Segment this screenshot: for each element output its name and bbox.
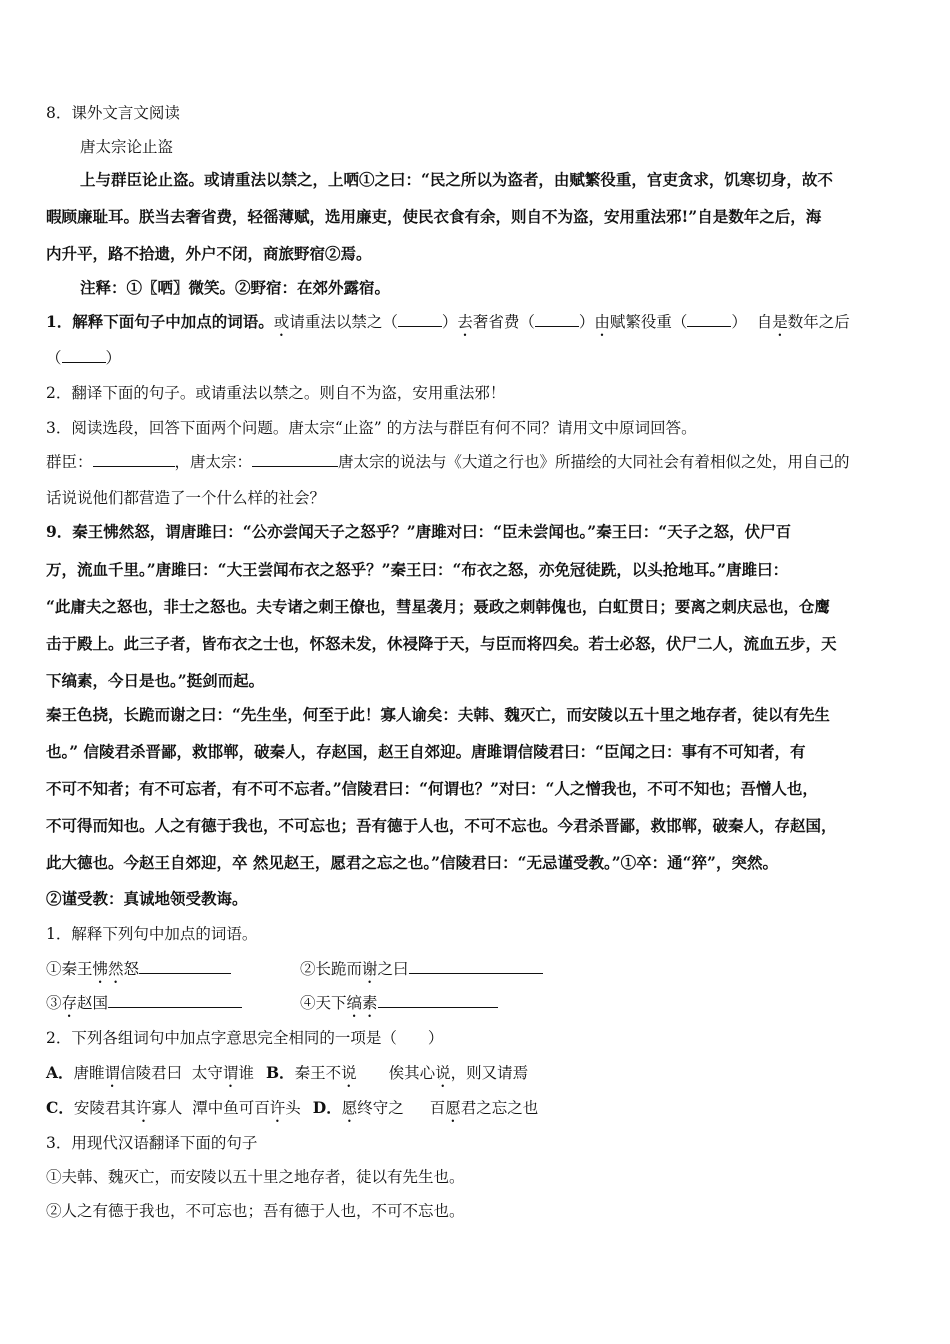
q9-options-row-2: C．安陵君其许寡人 潭中鱼可百许头 D．愿终守之 百愿君之忘之也 — [46, 1098, 539, 1117]
dotted-word: 是 — [772, 313, 788, 331]
answer-blank[interactable] — [93, 465, 175, 467]
q9-line-4: 击于殿上。此三子者，皆布衣之士也，怀怒未发，休祲降于天，与臣而将四矣。若士必怒，伏尸二人，流血五步，天 — [46, 634, 837, 653]
dotted-word: 许 — [135, 1099, 152, 1117]
passage-note: 注释：①〖哂〗微笑。②野宿：在郊外露宿。 — [80, 278, 391, 297]
dotted-word: 说 — [341, 1064, 357, 1082]
dotted-word: 去 — [457, 313, 473, 331]
dotted-word: 由 — [594, 313, 610, 331]
option-b-label[interactable]: B． — [265, 1063, 295, 1082]
q9-line-10: 此大德也。今赵王自郊迎，卒 然见赵王，愿君之忘之也。”信陵君曰：“无忌谨受教。”①卒：通“猝”，突然。 — [46, 853, 778, 872]
question-lead: 1．解释下面句子中加点的词语。 — [46, 312, 274, 331]
q8-question-3: 3．阅读选段，回答下面两个问题。唐太宗“止盗” 的方法与群臣有何不同？请用文中原词回答。 — [46, 419, 697, 437]
dotted-word: 谓 — [222, 1064, 239, 1082]
dotted-word: 谢 — [362, 960, 378, 978]
q9-question-3: 3．用现代汉语翻译下面的句子 — [46, 1134, 258, 1152]
q8-question-1: 1．解释下面句子中加点的词语。或请重法以禁之（ ）去奢省费（ ）由赋繁役重（ ） 自是数年之后 — [46, 312, 850, 331]
passage-line-1: 上与群臣论止盗。或请重法以禁之，上哂①之曰：“民之所以为盗者，由赋繁役重，官吏贪求，饥寒切身，故不 — [80, 170, 833, 189]
q8-question-3-cont: 话说说他们都营造了一个什么样的社会？ — [46, 489, 326, 507]
q9-question-1: 1．解释下列句中加点的词语。 — [46, 925, 258, 943]
translate-sentence-1: ①夫韩、魏灭亡，而安陵以五十里之地存者，徒以有先生也。 — [46, 1168, 465, 1186]
word-item: ③存赵国 — [46, 993, 242, 1021]
answer-blank[interactable] — [62, 361, 106, 363]
dotted-word: 怫然 — [92, 960, 124, 978]
word-item: ①秦王怫然怒 — [46, 959, 231, 987]
q9-line-9: 不可得而知也。人之有德于我也，不可忘也；吾有德于人也，不可不忘也。今君杀晋鄙，救邯郸，破秦人，存赵国， — [46, 816, 837, 835]
q8-question-3-answer: 群臣： ，唐太宗： 唐太宗的说法与《大道之行也》所描绘的大同社会有着相似之处，用自己的 — [46, 453, 850, 471]
word-item: ②长跪而谢之曰 — [300, 959, 543, 987]
dotted-word: 缟素 — [346, 994, 378, 1012]
q9-options-row-1: A．唐睢谓信陵君曰 太守谓谁 B．秦王不说 俟其心说，则又请焉 — [46, 1063, 529, 1082]
answer-blank[interactable] — [378, 1006, 498, 1008]
answer-blank[interactable] — [398, 325, 442, 327]
dotted-word: 谓 — [104, 1064, 121, 1082]
passage-title: 唐太宗论止盗 — [80, 138, 174, 156]
passage-line-2: 暇顾廉耻耳。朕当去奢省费，轻徭薄赋，选用廉吏，使民衣食有余，则自不为盗，安用重法邪!”自是数年之后，海 — [46, 207, 822, 226]
option-d-label[interactable]: D． — [312, 1098, 342, 1117]
q9-question-2: 2．下列各组词句中加点字意思完全相同的一项是（ ） — [46, 1029, 444, 1047]
q8-question-2: 2．翻译下面的句子。或请重法以禁之。则自不为盗，安用重法邪！ — [46, 384, 506, 402]
passage-line-3: 内升平，路不拾遗，外户不闭，商旅野宿②焉。 — [46, 244, 372, 263]
q9-line-1: 9．秦王怫然怒，谓唐雎曰：“公亦尝闻天子之怒乎？”唐雎对曰：“臣未尝闻也。”秦王曰：“天子之怒，伏尸百 — [46, 522, 792, 541]
answer-blank[interactable] — [252, 465, 338, 467]
q9-line-11: ②谨受教：真诚地领受教诲。 — [46, 889, 248, 908]
answer-blank[interactable] — [139, 972, 231, 974]
q8-title: 8．课外文言文阅读 — [46, 104, 180, 122]
translate-sentence-2: ②人之有德于我也，不可忘也；吾有德于人也，不可不忘也。 — [46, 1202, 465, 1220]
word-item: ④天下缟素 — [300, 993, 498, 1021]
dotted-word: 愿 — [445, 1099, 461, 1117]
q9-line-8: 不可不知者；有不可忘者，有不可不忘者。”信陵君曰：“何谓也？”对曰：“人之憎我也，不可不知也；吾憎人也， — [46, 779, 818, 798]
q9-line-6: 秦王色挠，长跪而谢之曰：“先生坐，何至于此！寡人谕矣：夫韩、魏灭亡，而安陵以五十里之地存者，徒以有先生 — [46, 705, 830, 724]
q9-line-5: 下缟素，今日是也。”挺剑而起。 — [46, 671, 265, 690]
dotted-word: 或 — [273, 313, 290, 331]
dotted-word: 说 — [435, 1064, 451, 1082]
option-a-label[interactable]: A． — [46, 1063, 74, 1082]
q9-line-3: “此庸夫之怒也，非士之怒也。夫专诸之刺王僚也，彗星袭月；聂政之刺韩傀也，白虹贯日；要离之刺庆忌也，仓鹰 — [46, 597, 830, 616]
q9-line-2: 万，流血千里。”唐雎曰：“大王尝闻布衣之怒乎？”秦王曰：“布衣之怒，亦免冠徒跣，以头抢地耳。”唐雎曰： — [46, 560, 789, 579]
dotted-word: 存 — [61, 994, 78, 1012]
answer-blank[interactable] — [108, 1006, 242, 1008]
option-c-label[interactable]: C． — [46, 1098, 74, 1117]
answer-blank[interactable] — [687, 325, 731, 327]
q9-line-7: 也。” 信陵君杀晋鄙，救邯郸，破秦人，存赵国，赵王自郊迎。唐雎谓信陵君曰：“臣闻之曰：事有不可知者，有 — [46, 742, 806, 761]
answer-blank[interactable] — [535, 325, 579, 327]
dotted-word: 愿 — [341, 1099, 358, 1117]
dotted-word: 许 — [269, 1099, 286, 1117]
q8-question-1-cont: （ ） — [46, 349, 122, 367]
answer-blank[interactable] — [409, 972, 543, 974]
